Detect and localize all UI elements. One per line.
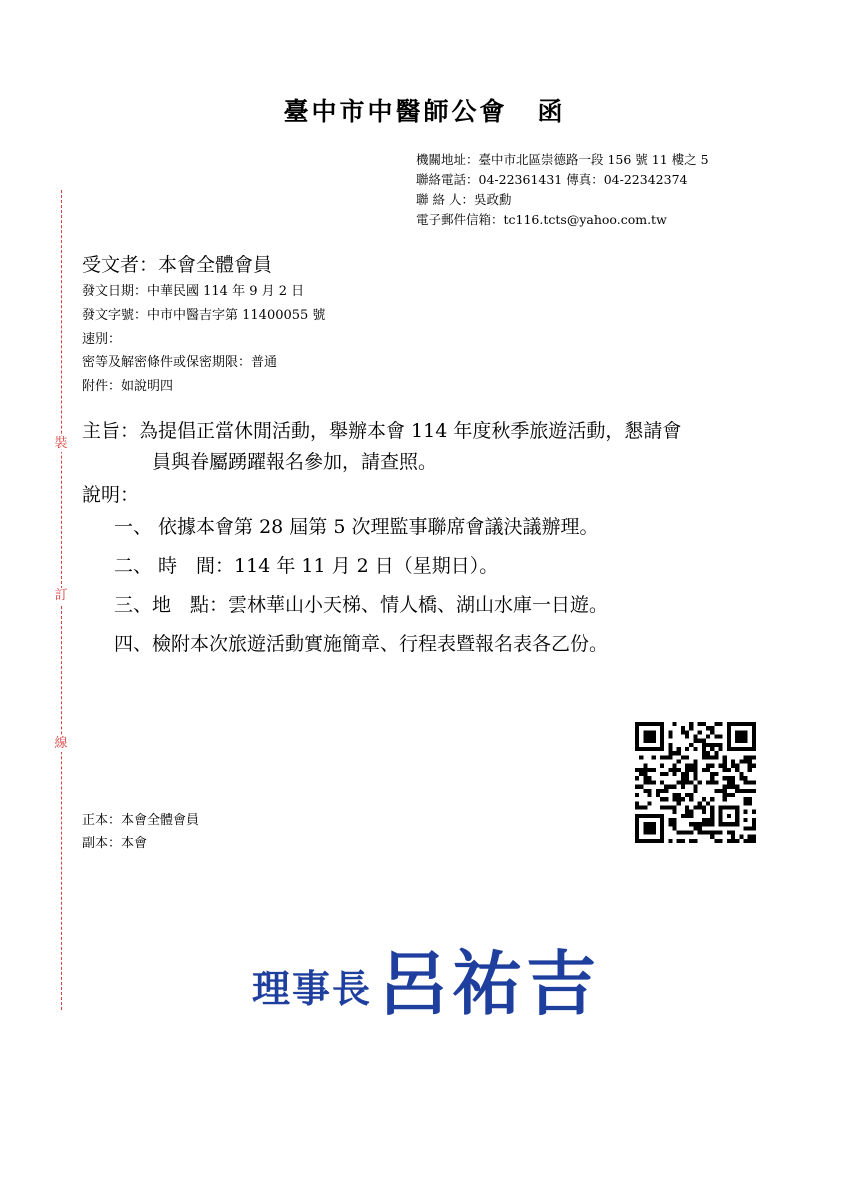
explanation-item-3: 三、地 點：雲林華山小天梯、情人橋、湖山水庫一日遊。	[114, 594, 609, 616]
chairman-signature-stamp	[252, 928, 600, 1029]
distribution-block	[82, 809, 199, 855]
issue-date: 發文日期：中華民國 114 年 9 月 2 日	[82, 284, 305, 299]
subject-line-2: 員與眷屬踴躍報名參加，請查照。	[152, 451, 438, 473]
qr-finder-bottom-left	[635, 814, 664, 843]
explanation-item-4: 四、檢附本次旅遊活動實施簡章、行程表暨報名表各乙份。	[114, 633, 609, 655]
secrecy-level: 密等及解密條件或保密期限：普通	[82, 355, 278, 371]
binding-char-zhuang: 裝	[54, 436, 68, 451]
signature-title: 理事長	[252, 967, 373, 1011]
recipient: 受文者：本會全體會員	[82, 254, 273, 276]
org-name: 臺中市中醫師公會	[283, 97, 508, 126]
qr-finder-top-left	[635, 722, 664, 751]
contact-address: 機關地址：臺中市北區崇德路一段 156 號 11 樓之 5	[416, 152, 709, 167]
issue-number: 發文字號：中市中醫吉字第 11400055 號	[82, 307, 326, 323]
explanation-item-1: 一、 依據本會第 28 屆第 5 次理監事聯席會議決議辦理。	[114, 516, 599, 538]
subject-block	[82, 416, 802, 478]
explanation-list	[114, 513, 608, 669]
copy-recipients: 副本：本會	[82, 836, 148, 851]
contact-person: 聯 絡 人：吳政勳	[416, 192, 512, 207]
binding-char-xian: 線	[54, 736, 68, 751]
explanation-label: 說明：	[82, 484, 140, 506]
qr-code[interactable]	[635, 722, 756, 843]
contact-phone: 聯絡電話：04-22361431 傳真：04-22342374	[416, 172, 688, 187]
attachment-note: 附件：如說明四	[82, 379, 174, 395]
meta-block	[82, 280, 325, 399]
explanation-item-2: 二、 時 間：114 年 11 月 2 日（星期日）。	[114, 555, 499, 577]
subject-line-1: 為提倡正當休閒活動，舉辦本會 114 年度秋季旅遊活動，懇請會	[139, 420, 682, 442]
binding-char-ding: 訂	[54, 588, 68, 603]
qr-alignment	[718, 805, 739, 826]
subject-label: 主旨：	[82, 420, 140, 442]
document-title	[0, 92, 849, 128]
signature-name: 呂祐吉	[378, 943, 601, 1025]
doc-type: 函	[537, 97, 566, 126]
contact-email: 電子郵件信箱：tc116.tcts@yahoo.com.tw	[416, 212, 667, 227]
qr-finder-top-right	[727, 722, 756, 751]
contact-block	[416, 150, 709, 230]
original-recipients: 正本：本會全體會員	[82, 813, 200, 828]
speed-class: 速別：	[82, 331, 122, 347]
